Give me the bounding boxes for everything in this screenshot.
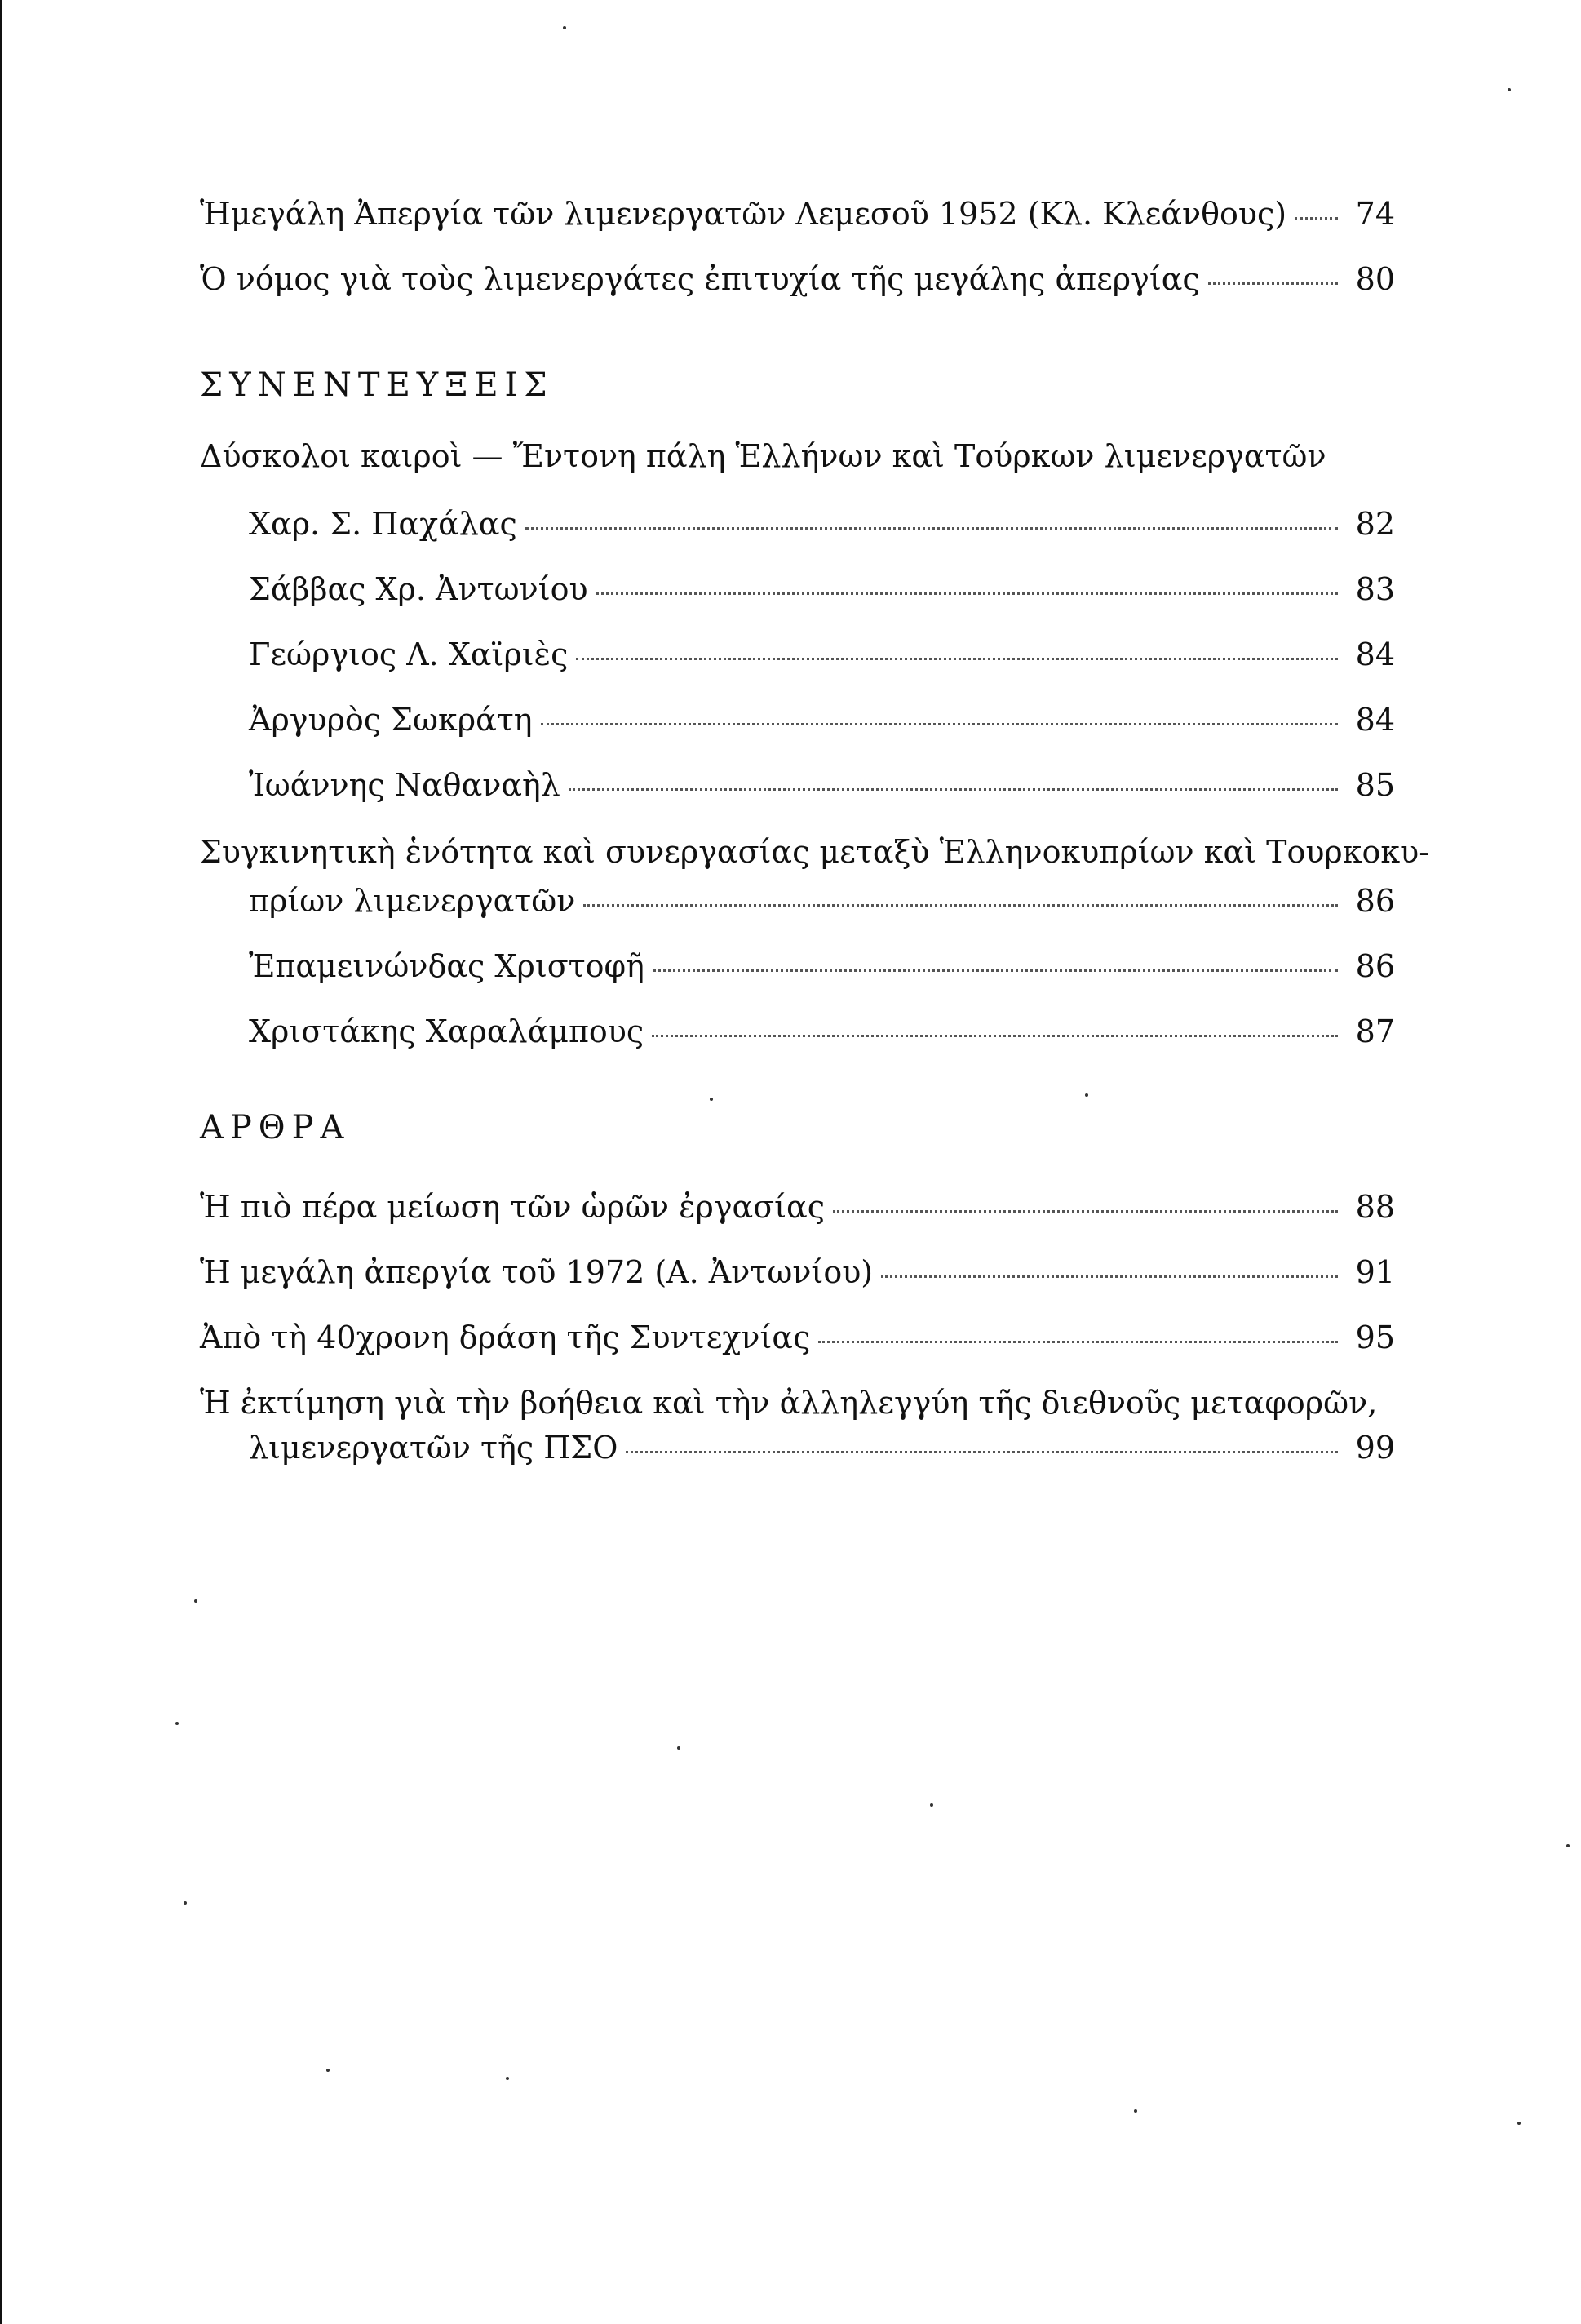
toc-entry-interview (249, 570, 1395, 609)
toc-entry-page: 99 (1355, 1430, 1395, 1466)
toc-entry-interview (249, 700, 1395, 739)
toc-entry-title: Ἀργυρὸς Σωκράτη (249, 702, 533, 738)
toc-entry-interview (249, 504, 1395, 543)
toc-entry-title: Χαρ. Σ. Παχάλας (249, 506, 517, 542)
toc-entry-article (200, 1318, 1395, 1357)
section-heading-interviews: ΣΥΝΕΝΤΕΥΞΕΙΣ (200, 366, 554, 404)
toc-entry-title: Σάββας Χρ. Ἀντωνίου (249, 571, 588, 607)
scan-speck (1517, 2122, 1521, 2125)
dot-leader (1208, 282, 1338, 285)
toc-entry-interview (249, 1012, 1395, 1051)
scan-speck (677, 1746, 680, 1750)
toc-entry-page: 95 (1355, 1319, 1395, 1355)
toc-entry-page: 85 (1355, 767, 1395, 803)
toc-entry-title: Ἀπὸ τὴ 40χρονη δράση τῆς Συντεχνίας (200, 1319, 811, 1355)
section-heading-articles: ΑΡΘΡΑ (200, 1109, 351, 1146)
scan-speck (1566, 1844, 1570, 1847)
toc-entry-page: 84 (1355, 702, 1395, 738)
toc-entry-page: 86 (1355, 948, 1395, 984)
toc-entry-law (200, 259, 1395, 299)
toc-entry-title: Ἐπαμεινώνδας Χριστοφῆ (249, 948, 644, 984)
scan-speck (1508, 88, 1511, 91)
dot-leader (569, 788, 1338, 791)
scan-speck (506, 2077, 509, 2080)
toc-entry-page: 91 (1355, 1254, 1395, 1290)
toc-entry-page: 80 (1355, 261, 1395, 297)
scan-speck (710, 1098, 713, 1101)
toc-entry-page: 84 (1355, 636, 1395, 672)
toc-entry-title: Ἡμεγάλη Ἀπεργία τῶν λιμενεργατῶν Λεμεσοῦ 1952 (Κλ. Κλεάνθους) (200, 196, 1287, 232)
toc-entry-page: 86 (1355, 883, 1395, 919)
dot-leader (596, 592, 1338, 595)
toc-entry-title: Γεώργιος Λ. Χαϊριὲς (249, 636, 569, 672)
toc-entry-interview (249, 947, 1395, 986)
dot-leader (881, 1275, 1338, 1278)
scan-speck (930, 1803, 933, 1807)
toc-entry-page: 83 (1355, 571, 1395, 607)
toc-entry-title: Χριστάκης Χαραλάμπους (249, 1013, 644, 1049)
scan-speck (1085, 1093, 1088, 1097)
toc-entry-interview (249, 765, 1395, 805)
dot-leader (626, 1451, 1338, 1453)
toc-entry-title: Ὁ νόμος γιὰ τοὺς λιμενεργάτες ἐπιτυχία τῆς μεγάλης ἀπεργίας (200, 261, 1200, 297)
toc-entry-article (200, 1253, 1395, 1292)
toc-entry-title: Ἡ μεγάλη ἀπεργία τοῦ 1972 (Α. Ἀντωνίου) (200, 1254, 874, 1290)
toc-entry-unity-line1: Συγκινητικὴ ἑνότητα καὶ συνεργασίας μεταξὺ Ἑλληνοκυπρίων καὶ Τουρκοκυ- (200, 834, 1430, 870)
toc-entry-limassol-strike (200, 194, 1395, 233)
dot-leader (653, 969, 1338, 972)
toc-entry-page: 74 (1355, 196, 1395, 232)
dot-leader (1295, 217, 1338, 220)
dot-leader (652, 1035, 1338, 1037)
toc-entry-page: 82 (1355, 506, 1395, 542)
toc-entry-page: 88 (1355, 1189, 1395, 1225)
toc-entry-title: πρίων λιμενεργατῶν (249, 883, 576, 919)
scan-speck (563, 26, 566, 29)
toc-entry-itf-line1: Ἡ ἐκτίμηση γιὰ τὴν βοήθεια καὶ τὴν ἀλληλεγγύη τῆς διεθνοῦς μεταφορῶν, (200, 1385, 1378, 1421)
toc-entry-title: Ἰωάννης Ναθαναὴλ (249, 767, 560, 803)
dot-leader (583, 904, 1338, 907)
toc-entry-interview (249, 635, 1395, 674)
scan-speck (184, 1901, 187, 1905)
scan-speck (326, 2069, 330, 2072)
scan-speck (1134, 2109, 1137, 2113)
toc-entry-title: Ἡ πιὸ πέρα μείωση τῶν ὡρῶν ἐργασίας (200, 1189, 825, 1225)
dot-leader (818, 1341, 1338, 1343)
toc-entry-title: λιμενεργατῶν τῆς ΠΣΟ (249, 1430, 618, 1466)
dot-leader (833, 1210, 1338, 1213)
toc-entry-unity (249, 881, 1395, 920)
scan-speck (194, 1599, 197, 1603)
dot-leader (576, 658, 1338, 660)
toc-entry-page: 87 (1355, 1013, 1395, 1049)
toc-entry-itf (249, 1428, 1395, 1467)
scan-speck (175, 1722, 179, 1725)
dot-leader (525, 527, 1338, 530)
dot-leader (541, 723, 1338, 725)
toc-entry-article (200, 1187, 1395, 1226)
section-subheading: Δύσκολοι καιροὶ — Ἔντονη πάλη Ἑλλήνων καὶ Τούρκων λιμενεργατῶν (200, 438, 1326, 474)
